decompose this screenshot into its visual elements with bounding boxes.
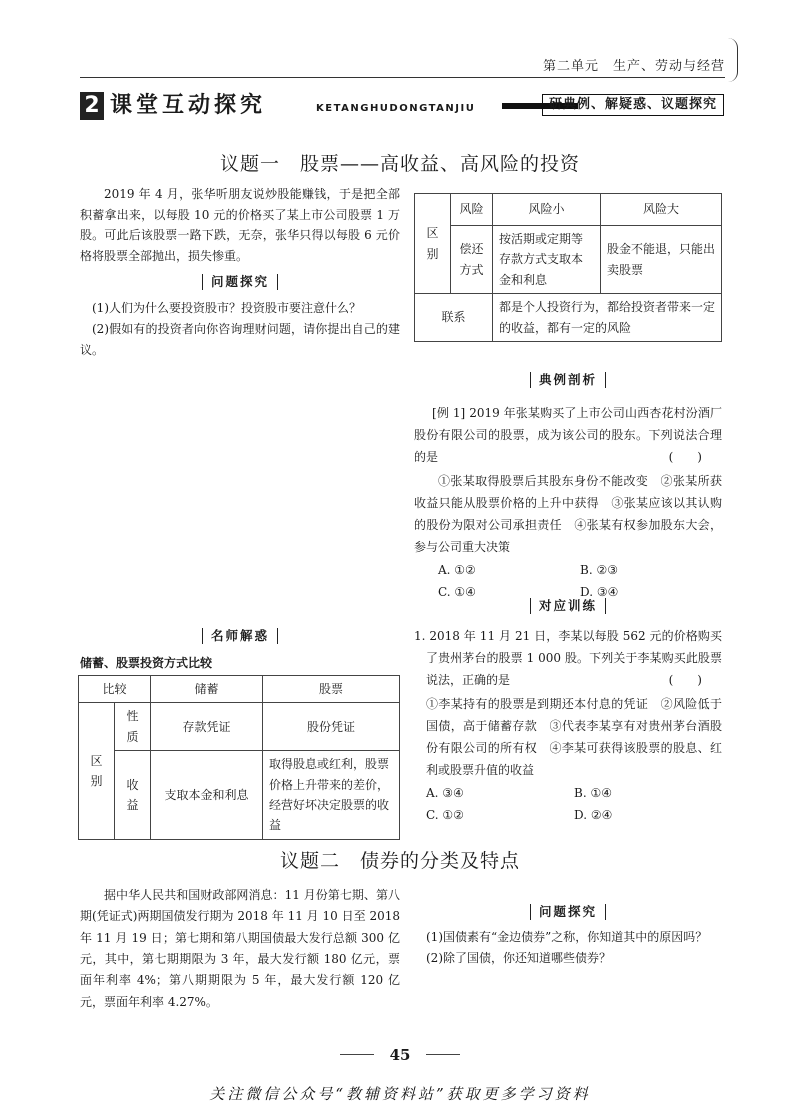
page-number-rule-right: [426, 1054, 460, 1055]
training-options: [414, 782, 722, 826]
training-answer-paren: ( ): [668, 673, 702, 688]
example-option-c: C. ①④: [438, 584, 476, 599]
section-banner: [80, 92, 724, 120]
income-label: 收益: [115, 751, 151, 840]
example-option-a: A. ①②: [438, 562, 476, 577]
diff-label: 区别: [79, 703, 115, 839]
topic1-question-2: (2)假如有的投资者向你咨询理财问题，请你提出自己的建议。: [80, 322, 400, 357]
training-tag: 对应训练: [414, 595, 722, 617]
topic1-title: 议题一 股票——高收益、高风险的投资: [219, 153, 580, 175]
topic1-inquiry-tag: 问题探究: [80, 271, 400, 293]
training-statements: ①李某持有的股票是到期还本付息的凭证 ②风险低于国债，高于储蓄存款 ③代表李某享有对贵州茅台酒股份有限公司的所有权 ④李某可获得该股票的股息、红利或股票升值的收益: [426, 697, 722, 778]
topic2-title: 议题二 债券的分类及特点: [279, 850, 520, 872]
example-1: [414, 402, 722, 603]
link-text: 都是个人投资行为，都给投资者带来一定的收益，都有一定的风险: [493, 294, 722, 342]
risk-stock: 风险大: [601, 194, 722, 226]
risk-table: [414, 193, 722, 342]
unit-header: 第二单元 生产、劳动与经营: [542, 59, 725, 74]
example-answer-paren: ( ): [668, 450, 702, 465]
example-option-b: B. ②③: [580, 562, 618, 577]
compare-table: [78, 675, 400, 840]
example-stem: 2019 年张某购买了上市公司山西杏花村汾酒厂股份有限公司的股票，成为该公司的股东。下列说法合理的是: [414, 406, 722, 465]
topic2-inquiry-tag: 问题探究: [414, 901, 722, 923]
banner-pinyin: KETANGHUDONGTANJIU: [316, 103, 476, 114]
stock-header: 股票: [263, 676, 400, 703]
banner-title: 课堂互动探究: [110, 93, 267, 118]
training-option-c: C. ①②: [426, 807, 464, 822]
training-option-b: B. ①④: [574, 785, 612, 800]
header-rule: [80, 77, 725, 78]
topic2-question-1: (1)国债素有“金边债券”之称，你知道其中的原因吗？: [426, 930, 708, 944]
bottom-promo-note: 关注微信公众号“教辅资料站”获取更多学习资料: [209, 1085, 591, 1103]
training-stem: 1. 2018 年 11 月 21 日，李某以每股 562 元的价格购买了贵州茅台的股票 1 000 股。下列关于李某购买此股票说法，正确的是: [414, 629, 722, 688]
header-bracket-decoration: [726, 38, 738, 82]
income-savings: 支取本金和利息: [151, 751, 263, 840]
link-label: 联系: [415, 294, 493, 342]
training-option-d: D. ②④: [574, 807, 613, 822]
risk-savings: 风险小: [493, 194, 601, 226]
topic2-intro: 据中华人民共和国财政部网消息：11 月份第七期、第八期(凭证式)两期国债发行期为 2018 年 11 月 10 日至 2018 年 11 月 19 日；第七期和第八期国债最大发行总额 300 亿元，其中，第七期期限为 3 年，最大发行额 180 亿元，票面年利率 4%；第八期期限为 5 年，最大发行额 120 亿元，票面年利率 4.27%。: [80, 888, 400, 1009]
example-tag: 典例剖析: [414, 369, 722, 391]
topic1-question-1: (1)人们为什么要投资股市？投资股市要注意什么？: [92, 301, 361, 315]
training-option-a: A. ③④: [426, 785, 464, 800]
banner-tagline: 研典例、解疑惑、议题探究: [542, 94, 724, 116]
nature-label: 性质: [115, 703, 151, 751]
risk-label: 风险: [451, 194, 493, 226]
nature-savings: 存款凭证: [151, 703, 263, 751]
example-label: [例 1]: [432, 406, 466, 420]
topic2-question-2: (2)除了国债，你还知道哪些债券？: [426, 951, 611, 965]
compare-header: 比较: [79, 676, 151, 703]
income-stock: 取得股息或红利，股票价格上升带来的差价，经营好坏决定股票的收益: [263, 751, 400, 840]
repay-stock: 股金不能退，只能出卖股票: [601, 226, 722, 294]
teacher-tag: 名师解惑: [80, 625, 400, 647]
savings-header: 储蓄: [151, 676, 263, 703]
topic1-intro: 2019 年 4 月，张华听朋友说炒股能赚钱，于是把全部积蓄拿出来，以每股 10 元的价格买了某上市公司股票 1 万股。可此后该股票一路下跌，无奈，张华只得以每股 6 元价格将股票全部抛出，损失惨重。: [80, 187, 400, 263]
risk-diff-label: 区别: [415, 194, 451, 294]
repay-label: 偿还方式: [451, 226, 493, 294]
banner-number: 2: [80, 92, 104, 120]
example-option-d: D. ③④: [580, 584, 619, 599]
nature-stock: 股份凭证: [263, 703, 400, 751]
training-1: [414, 625, 722, 826]
page-number: 45: [389, 1046, 411, 1064]
compare-table-title: 储蓄、股票投资方式比较: [80, 656, 213, 670]
example-statements: ①张某取得股票后其股东身份不能改变 ②张某所获收益只能从股票价格的上升中获得 ③张某应该以其认购的股份为限对公司承担责任 ④张某有权参加股东大会，参与公司重大决策: [414, 474, 722, 555]
repay-savings: 按活期或定期等存款方式支取本金和利息: [493, 226, 601, 294]
